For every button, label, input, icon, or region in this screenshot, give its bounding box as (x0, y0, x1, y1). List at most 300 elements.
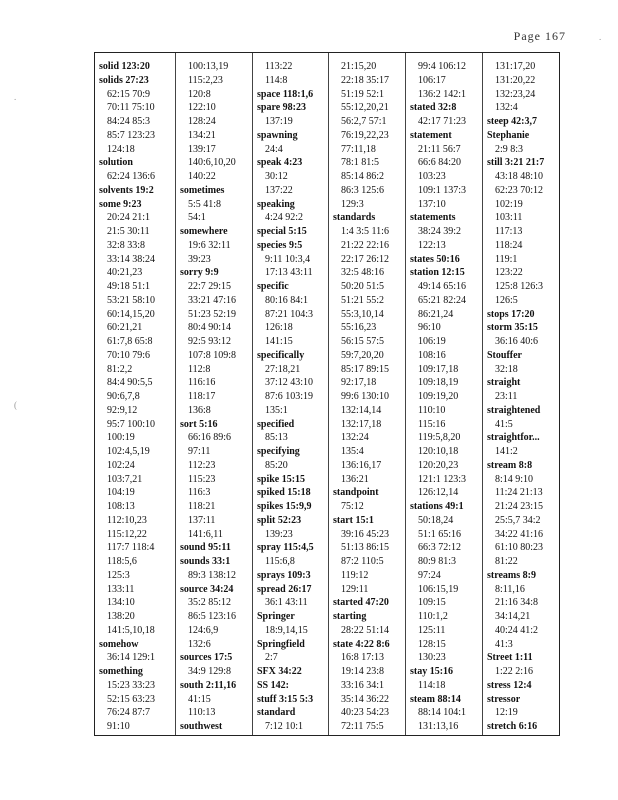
index-term: stream 8:8 (487, 459, 533, 471)
index-term: sound 95:11 (180, 542, 231, 554)
page-reference: 51:21 55:2 (341, 294, 385, 306)
page-reference: 113:22 (265, 61, 293, 72)
index-term: Springfield (257, 638, 305, 650)
index-term: still 3:21 21:7 (487, 157, 545, 169)
index-term: sort 5:16 (180, 418, 218, 430)
page-reference: 110:10 (418, 404, 446, 416)
page-reference: 103:23 (418, 171, 446, 182)
index-term: steep 42:3,7 (487, 116, 537, 127)
page-reference: 32:18 (495, 363, 518, 375)
index-term: straightened (487, 404, 541, 416)
page-reference: 124:6,9 (188, 624, 219, 636)
page-reference: 51:1 65:16 (418, 528, 462, 540)
page-reference: 115:12,22 (107, 528, 147, 540)
page-reference: 84:24 85:3 (107, 116, 151, 127)
index-frame (94, 52, 560, 736)
page-reference: 108:16 (418, 349, 446, 361)
page-reference: 40:23 54:23 (341, 707, 390, 719)
page-reference: 53:21 58:10 (107, 294, 156, 306)
index-term: statements (410, 212, 456, 224)
page-reference: 116:16 (188, 377, 216, 389)
page-reference: 132:17,18 (341, 418, 382, 430)
page-reference: 36:1 43:11 (265, 597, 308, 609)
page-reference: 132:6 (188, 638, 211, 650)
index-term: species 9:5 (257, 239, 303, 251)
page-reference: 70:11 75:10 (107, 102, 155, 114)
index-term: specifically (257, 349, 305, 361)
page-reference: 100:13,19 (188, 61, 229, 72)
page-reference: 136:16,17 (341, 459, 382, 471)
page-reference: 132:14,14 (341, 404, 382, 416)
page-reference: 107:8 109:8 (188, 349, 237, 361)
page-reference: 109:17,18 (418, 363, 459, 375)
page-reference: 7:12 10:1 (265, 721, 304, 732)
page-reference: 9:11 10:3,4 (265, 253, 311, 265)
page-reference: 91:10 (107, 721, 130, 732)
index-term: stressor (487, 693, 521, 705)
page-reference: 131:13,16 (418, 721, 459, 732)
page-reference: 80:9 81:3 (418, 556, 457, 567)
page-reference: 104:19 (107, 487, 135, 499)
page-reference: 34:14,21 (495, 611, 531, 622)
page-reference: 115:6,8 (265, 556, 295, 567)
page-reference: 20:24 21:1 (107, 212, 151, 224)
page-reference: 41:3 (495, 638, 513, 650)
page-reference: 117:7 118:4 (107, 542, 155, 554)
page-reference: 114:18 (418, 679, 446, 691)
page-reference: 66:16 89:6 (188, 432, 232, 444)
index-term: solids 27:23 (99, 74, 149, 86)
page-reference: 28:22 51:14 (341, 624, 390, 636)
page-reference: 128:24 (188, 116, 216, 127)
page-reference: 118:17 (188, 391, 216, 402)
index-term: Springer (257, 611, 295, 622)
page-reference: 87:6 103:19 (265, 391, 314, 402)
page-reference: 85:20 (265, 459, 288, 471)
page-reference: 134:21 (188, 129, 216, 141)
page-reference: 11:24 21:13 (495, 487, 543, 499)
page-reference: 55:12,20,21 (341, 102, 389, 114)
page-reference: 43:18 48:10 (495, 171, 544, 182)
index-term: storm 35:15 (487, 322, 538, 334)
page-reference: 33:21 47:16 (188, 294, 237, 306)
index-term: speaking (257, 198, 295, 210)
page-reference: 114:8 (265, 74, 288, 86)
page-reference: 136:21 (341, 473, 369, 485)
page-reference: 102:19 (495, 198, 523, 210)
page-reference: 120:10,18 (418, 446, 459, 457)
scan-mark: . (14, 92, 17, 102)
page-reference: 77:11,18 (341, 143, 376, 155)
index-term: SS 142: (257, 679, 289, 691)
page-reference: 110:13 (188, 707, 216, 719)
index-term: SFX 34:22 (257, 666, 302, 677)
page-reference: 12:19 (495, 707, 518, 719)
page-reference: 55:16,23 (341, 322, 377, 334)
index-term: southwest (180, 721, 223, 732)
page-reference: 49:14 65:16 (418, 281, 467, 292)
page-reference: 135:1 (265, 404, 288, 416)
page-reference: 115:2,23 (188, 74, 223, 86)
index-column-4 (333, 60, 410, 734)
page-reference: 86:21,24 (418, 308, 454, 320)
index-term: stuff 3:15 5:3 (257, 693, 314, 705)
page-reference: 115:16 (418, 418, 446, 430)
page-reference: 126:12,14 (418, 487, 459, 499)
page-reference: 72:11 75:5 (341, 721, 384, 732)
page-reference: 139:23 (265, 528, 293, 540)
page-reference: 30:12 (265, 171, 288, 182)
index-term: solution (99, 157, 133, 169)
page-reference: 35:2 85:12 (188, 597, 232, 609)
index-term: sources 17:5 (180, 652, 233, 664)
index-term: solvents 19:2 (99, 184, 154, 196)
index-term: statement (410, 129, 452, 141)
page-reference: 15:23 33:23 (107, 679, 156, 691)
page-reference: 92:5 93:12 (188, 336, 232, 347)
index-term: start 15:1 (333, 514, 374, 526)
page-reference: 125:3 (107, 569, 130, 581)
page-reference: 137:11 (188, 514, 216, 526)
index-term: stretch 6:16 (487, 721, 538, 732)
page-reference: 115:23 (188, 473, 216, 485)
page-reference: 56:15 57:5 (341, 336, 385, 347)
index-term: started 47:20 (333, 597, 389, 609)
page-reference: 87:2 110:5 (341, 556, 384, 567)
page-reference: 125:11 (418, 624, 446, 636)
page-reference: 102:24 (107, 459, 135, 471)
index-term: south 2:11,16 (180, 679, 237, 691)
page-reference: 22:17 26:12 (341, 253, 390, 265)
page-reference: 86:5 123:16 (188, 611, 237, 622)
page-reference: 141:2 (495, 446, 518, 457)
page-reference: 109:18,19 (418, 377, 459, 389)
page-reference: 137:22 (265, 184, 293, 196)
page-reference: 35:14 36:22 (341, 693, 390, 705)
page-reference: 106:15,19 (418, 583, 459, 595)
page-reference: 118:24 (495, 239, 523, 251)
page-reference: 140:22 (188, 171, 216, 182)
page-reference: 92:9,12 (107, 404, 138, 416)
page-reference: 97:11 (188, 446, 211, 457)
index-term: space 118:1,6 (257, 88, 314, 100)
page-reference: 21:22 22:16 (341, 239, 390, 251)
page-reference: 61:7,8 65:8 (107, 336, 153, 347)
page-reference: 21:15,20 (341, 61, 377, 72)
page-reference: 88:14 104:1 (418, 707, 467, 719)
index-term: Stephanie (487, 129, 530, 141)
index-term: spare 98:23 (257, 102, 306, 114)
page-reference: 110:1,2 (418, 611, 448, 622)
page-reference: 124:18 (107, 143, 135, 155)
page-reference: 119:1 (495, 253, 518, 265)
page-reference: 112:23 (188, 459, 216, 471)
index-term: speak 4:23 (257, 157, 303, 169)
page-reference: 129:3 (341, 198, 364, 210)
page-reference: 117:13 (495, 226, 523, 237)
page-reference: 5:5 41:8 (188, 198, 222, 210)
index-term: specifying (257, 446, 300, 457)
index-term: special 5:15 (257, 226, 307, 237)
page-reference: 112:10,23 (107, 514, 147, 526)
page-reference: 66:3 72:12 (418, 542, 462, 554)
page-reference: 126:18 (265, 322, 293, 334)
page-reference: 120:20,23 (418, 459, 459, 471)
index-term: specific (257, 281, 289, 292)
page-reference: 102:4,5,19 (107, 446, 150, 457)
page-reference: 133:11 (107, 583, 135, 595)
index-term: stations 49:1 (410, 501, 464, 512)
index-term: stated 32:8 (410, 102, 457, 114)
page-reference: 134:10 (107, 597, 135, 609)
page-reference: 125:8 126:3 (495, 281, 544, 292)
page-reference: 41:15 (188, 693, 211, 705)
page-reference: 24:4 (265, 143, 283, 155)
index-term: straight (487, 377, 521, 389)
index-term: streams 8:9 (487, 569, 536, 581)
page-reference: 116:3 (188, 487, 211, 499)
page-reference: 119:5,8,20 (418, 432, 461, 444)
page-reference: 137:10 (418, 198, 446, 210)
index-term: spray 115:4,5 (257, 542, 314, 554)
page-reference: 22:7 29:15 (188, 281, 232, 292)
page-reference: 129:11 (341, 583, 369, 595)
index-term: states 50:16 (410, 253, 460, 265)
page-reference: 103:7,21 (107, 473, 143, 485)
index-term: standards (333, 212, 376, 224)
page-reference: 80:16 84:1 (265, 294, 309, 306)
page-reference: 92:17,18 (341, 377, 377, 389)
page-reference: 86:3 125:6 (341, 184, 385, 196)
page-reference: 32:8 33:8 (107, 239, 146, 251)
page-reference: 27:18,21 (265, 363, 301, 375)
page-reference: 62:24 136:6 (107, 171, 156, 182)
index-term: spread 26:17 (257, 583, 312, 595)
page-reference: 60:14,15,20 (107, 308, 155, 320)
page-reference: 99:4 106:12 (418, 61, 467, 72)
page-reference: 16:8 17:13 (341, 652, 385, 664)
page-reference: 122:13 (418, 239, 446, 251)
page-reference: 87:21 104:3 (265, 308, 314, 320)
index-term: something (99, 666, 143, 677)
page-reference: 122:10 (188, 102, 216, 114)
page-reference: 123:22 (495, 267, 523, 279)
page-reference: 76:19,22,23 (341, 129, 389, 141)
page-reference: 21:11 56:7 (418, 143, 461, 155)
page-reference: 95:7 100:10 (107, 418, 156, 430)
page-reference: 40:21,23 (107, 267, 143, 279)
page-reference: 132:24 (341, 432, 369, 444)
index-column-5 (410, 60, 487, 734)
index-column-1 (99, 60, 176, 734)
page-reference: 138:20 (107, 611, 135, 622)
index-term: sprays 109:3 (257, 569, 311, 581)
page-reference: 81:2,2 (107, 363, 133, 375)
page-reference: 60:21,21 (107, 322, 143, 334)
page-reference: 135:4 (341, 446, 364, 457)
page-reference: 109:1 137:3 (418, 184, 467, 196)
page-reference: 19:14 23:8 (341, 666, 385, 677)
index-term: spiked 15:18 (257, 487, 311, 499)
index-term: spawning (257, 129, 298, 141)
page-reference: 85:13 (265, 432, 288, 444)
page-reference: 126:5 (495, 294, 518, 306)
page-reference: 17:13 43:11 (265, 267, 313, 279)
page-reference: 76:24 87:7 (107, 707, 151, 719)
page-reference: 34:22 41:16 (495, 528, 544, 540)
page-reference: 97:24 (418, 569, 441, 581)
page-reference: 90:6,7,8 (107, 391, 140, 402)
page-reference: 2:9 8:3 (495, 143, 524, 155)
page-reference: 136:8 (188, 404, 211, 416)
page-reference: 137:19 (265, 116, 293, 127)
page-reference: 108:13 (107, 501, 135, 512)
page-reference: 54:1 (188, 212, 206, 224)
index-term: split 52:23 (257, 514, 302, 526)
page-reference: 52:15 63:23 (107, 693, 156, 705)
index-term: spikes 15:9,9 (257, 501, 312, 512)
index-term: source 34:24 (180, 583, 234, 595)
page-reference: 141:6,11 (188, 528, 223, 540)
index-term: straightfor... (487, 432, 540, 444)
page-reference: 1:4 3:5 11:6 (341, 226, 389, 237)
page-reference: 65:21 82:24 (418, 294, 467, 306)
page-reference: 25:5,7 34:2 (495, 514, 541, 526)
page-reference: 56:2,7 57:1 (341, 116, 387, 127)
page-reference: 121:1 123:3 (418, 473, 467, 485)
page-reference: 40:24 41:2 (495, 624, 539, 636)
index-term: Stouffer (487, 349, 522, 361)
page-reference: 66:6 84:20 (418, 157, 462, 169)
page-reference: 78:1 81:5 (341, 157, 380, 169)
page-reference: 100:19 (107, 432, 135, 444)
index-term: standpoint (333, 487, 379, 499)
page-reference: 132:4 (495, 102, 518, 114)
page-reference: 118:21 (188, 501, 216, 512)
page-reference: 85:14 86:2 (341, 171, 385, 182)
page-reference: 139:17 (188, 143, 216, 155)
scan-mark: . (599, 32, 602, 42)
index-column-2 (180, 60, 257, 734)
page-reference: 85:7 123:23 (107, 129, 156, 141)
page-reference: 109:19,20 (418, 391, 459, 402)
page-reference: 81:22 (495, 556, 518, 567)
page-reference: 128:15 (418, 638, 446, 650)
page-reference: 130:23 (418, 652, 446, 664)
page-reference: 131:20,22 (495, 74, 536, 86)
page-reference: 2:7 (265, 652, 278, 664)
page-reference: 132:23,24 (495, 88, 536, 100)
index-term: state 4:22 8:6 (333, 638, 390, 650)
page-reference: 51:23 52:19 (188, 308, 237, 320)
index-term: standard (257, 707, 296, 719)
page-reference: 106:17 (418, 74, 446, 86)
page-reference: 19:6 32:11 (188, 239, 231, 251)
page-reference: 96:10 (418, 322, 441, 334)
index-term: steam 88:14 (410, 693, 461, 705)
page-reference: 4:24 92:2 (265, 212, 304, 224)
page-reference: 36:14 129:1 (107, 652, 156, 664)
page-reference: 103:11 (495, 212, 523, 224)
page-reference: 62:15 70:9 (107, 88, 151, 100)
index-term: somewhere (180, 226, 228, 237)
index-term: starting (333, 611, 367, 622)
page-reference: 62:23 70:12 (495, 184, 544, 196)
index-term: stress 12:4 (487, 679, 532, 691)
page-reference: 33:14 38:24 (107, 253, 156, 265)
page-reference: 85:17 89:15 (341, 363, 390, 375)
page-reference: 21:24 23:15 (495, 501, 544, 512)
index-term: solid 123:20 (99, 61, 150, 72)
page-reference: 49:18 51:1 (107, 281, 151, 292)
page-reference: 59:7,20,20 (341, 349, 384, 361)
page-reference: 37:12 43:10 (265, 377, 314, 389)
page-reference: 141:15 (265, 336, 293, 347)
page-reference: 1:22 2:16 (495, 666, 534, 677)
index-term: sounds 33:1 (180, 556, 231, 567)
page-reference: 99:6 130:10 (341, 391, 390, 402)
index-term: sometimes (180, 184, 225, 196)
page-reference: 51:13 86:15 (341, 542, 390, 554)
page-reference: 120:8 (188, 88, 211, 100)
page-reference: 39:23 (188, 253, 211, 265)
page-reference: 38:24 39:2 (418, 226, 462, 237)
page-reference: 84:4 90:5,5 (107, 377, 153, 389)
page-reference: 32:5 48:16 (341, 267, 385, 279)
page-reference: 36:16 40:6 (495, 336, 539, 347)
page-reference: 8:11,16 (495, 583, 525, 595)
index-term: Street 1:11 (487, 652, 533, 664)
page-reference: 23:11 (495, 391, 518, 402)
index-term: sorry 9:9 (180, 267, 219, 279)
page-reference: 21:5 30:11 (107, 226, 150, 237)
page-reference: 80:4 90:14 (188, 322, 232, 334)
page-reference: 34:9 129:8 (188, 666, 232, 677)
index-term: spike 15:15 (257, 473, 306, 485)
index-term: station 12:15 (410, 267, 465, 279)
page-reference: 112:8 (188, 363, 211, 375)
page-reference: 39:16 45:23 (341, 528, 390, 540)
page-reference: 41:5 (495, 418, 513, 430)
page-reference: 131:17,20 (495, 61, 536, 72)
page-reference: 109:15 (418, 597, 446, 609)
page-reference: 141:5,10,18 (107, 624, 155, 636)
index-term: somehow (99, 638, 139, 650)
index-term: specified (257, 418, 295, 430)
index-column-6 (487, 60, 564, 734)
page-reference: 50:18,24 (418, 514, 454, 526)
index-term: stops 17:20 (487, 308, 535, 320)
page-reference: 136:2 142:1 (418, 88, 467, 100)
page-reference: 22:18 35:17 (341, 74, 390, 86)
page-reference: 75:12 (341, 501, 364, 512)
page-reference: 70:10 79:6 (107, 349, 151, 361)
page-reference: 118:5,6 (107, 556, 137, 567)
page-reference: 8:14 9:10 (495, 473, 534, 485)
page-reference: 51:19 52:1 (341, 88, 385, 100)
page-number: Page 167 (513, 29, 566, 43)
page-reference: 33:16 34:1 (341, 679, 385, 691)
page-reference: 18:9,14,15 (265, 624, 308, 636)
page-reference: 61:10 80:23 (495, 542, 544, 554)
index-column-3 (257, 60, 334, 734)
page-reference: 140:6,10,20 (188, 157, 236, 169)
page-reference: 106:19 (418, 336, 446, 347)
page-reference: 119:12 (341, 569, 369, 581)
index-term: some 9:23 (99, 198, 142, 210)
page-reference: 55:3,10,14 (341, 308, 384, 320)
scan-mark: ( (14, 400, 17, 410)
